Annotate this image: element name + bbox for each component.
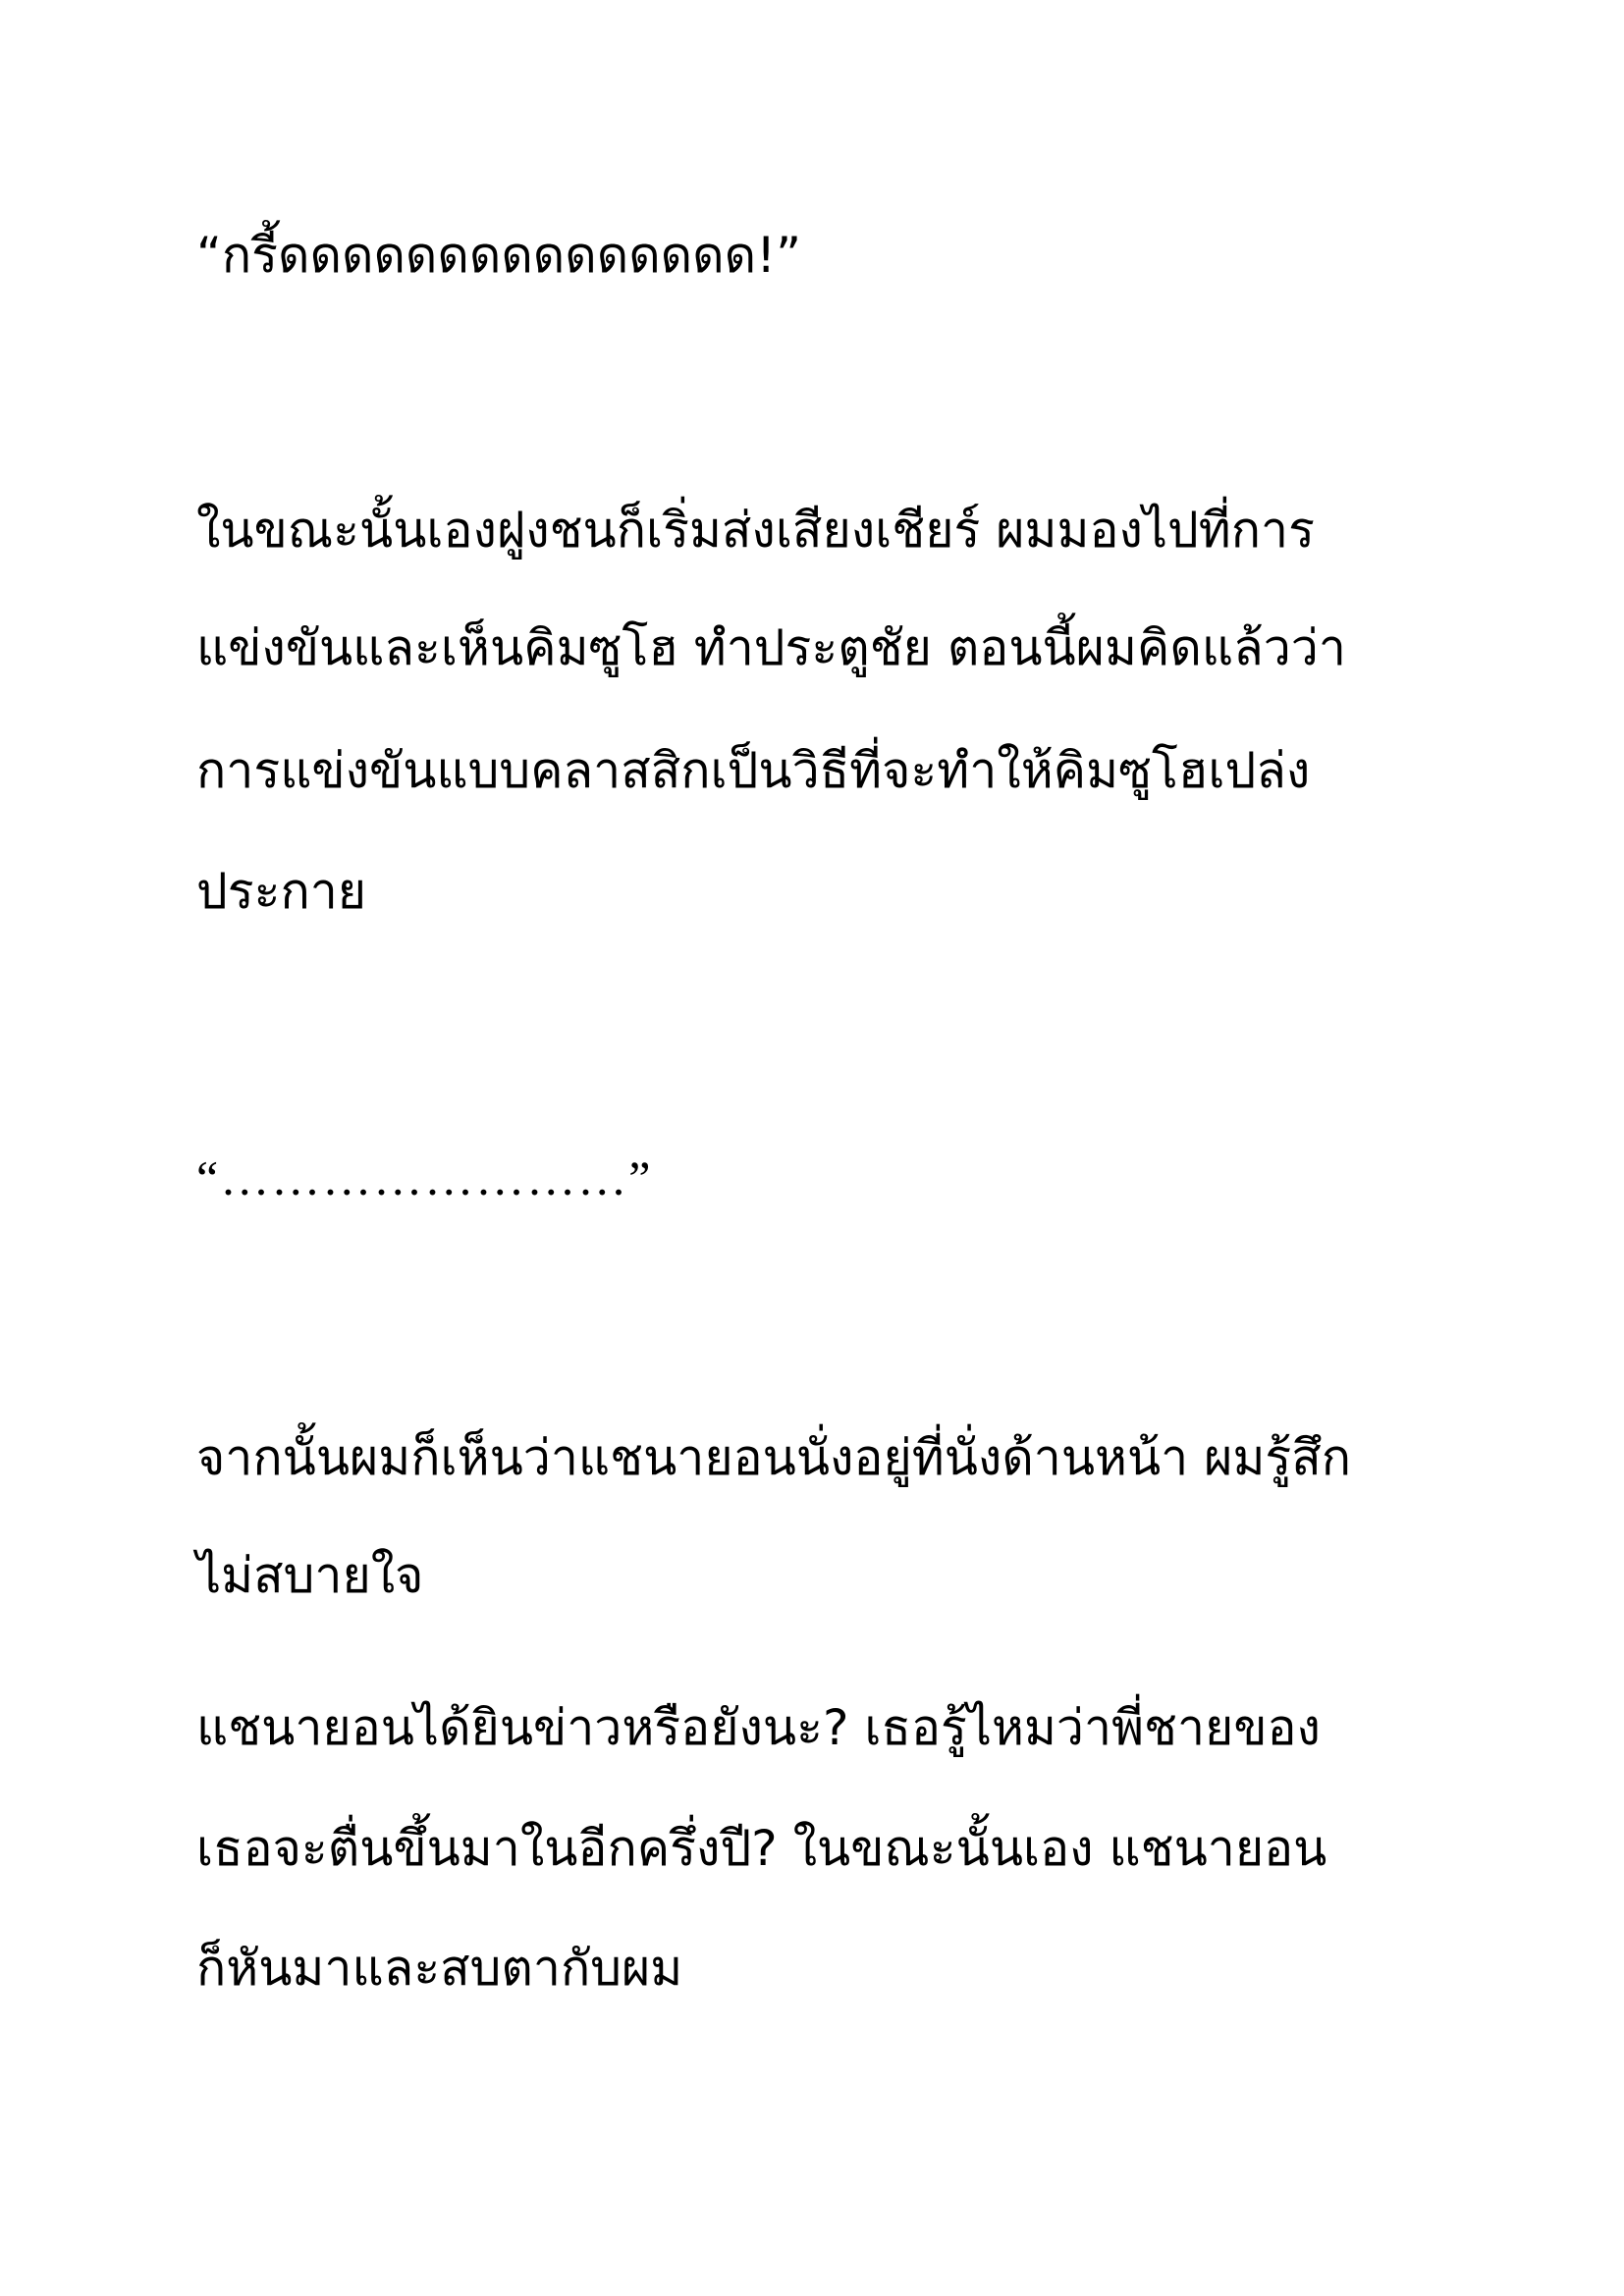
narration-line: แข่งขันและเห็นคิมซูโฮ ทำประตูชัย ตอนนี้ผมคิดแล้วว่า <box>196 619 1346 676</box>
dialogue-ellipsis: “……………………” <box>196 1150 653 1205</box>
narration-line: ก็หันมาและสบตากับผม <box>196 1940 683 1997</box>
narration-line: ในขณะนั้นเองฝูงชนก็เริ่มส่งเสียงเชียร์ ผมมองไปที่การ <box>196 502 1315 559</box>
narration-line: เธอจะตื่นขึ้นมาในอีกครึ่งปี? ในขณะนั้นเอง แชนายอน <box>196 1820 1327 1877</box>
narration-line: จากนั้นผมก็เห็นว่าแชนายอนนั่งอยู่ที่นั่งด้านหน้า ผมรู้สึก <box>196 1429 1352 1486</box>
narration-line: ไม่สบายใจ <box>196 1547 424 1604</box>
narration-line: แชนายอนได้ยินข่าวหรือยังนะ? เธอรู้ไหมว่าพี่ชายของ <box>196 1699 1321 1756</box>
narration-line: การแข่งขันแบบคลาสสิกเป็นวิธีที่จะทำให้คิมซูโฮเปล่ง <box>196 742 1311 799</box>
narration-line: ประกาย <box>196 863 367 920</box>
dialogue-scream: “กรี้ดดดดดดดดดดดดดดด!” <box>196 227 802 284</box>
